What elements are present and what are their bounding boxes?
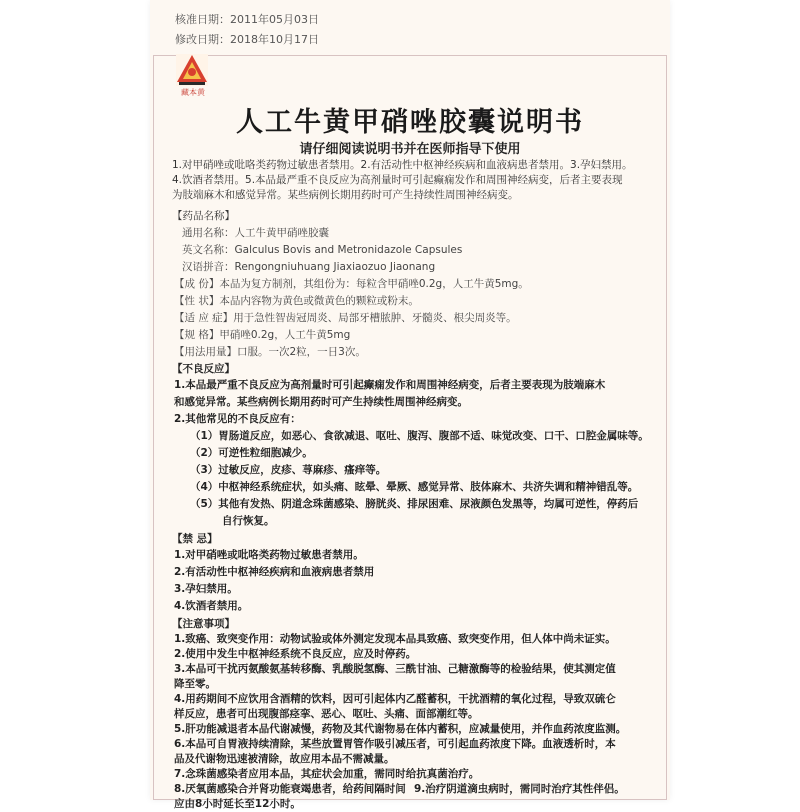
brand-logo-icon [174,52,210,88]
field-label: 【性 状】 [174,295,220,307]
field-value: 用于急性智齿冠周炎、局部牙槽脓肿、牙髓炎、根尖周炎等。 [233,312,517,324]
adverse-line: 自行恢复。 [222,515,275,527]
document-title: 人工牛黄甲硝唑胶囊说明书 [236,107,584,138]
adverse-line: 1.本品最严重不良反应为高剂量时可引起癫痫发作和周围神经病变，后者主要表现为肢端麻木 [174,379,606,391]
adverse-line: 和感觉异常。某些病例长期用药时可产生持续性周围神经病变。 [174,396,468,408]
field-indications [174,310,659,325]
notes-line: 6.本品可自胃液持续清除，某些放置胃管作吸引减压者，可引起血药浓度下降。血液透析时，本 [174,738,616,750]
warning-box [172,158,657,203]
notes-line: 样反应，患者可出现腹部痉挛、恶心、呕吐、头痛、面部潮红等。 [174,708,479,720]
adverse-line: （5）其他有发热、阴道念珠菌感染、膀胱炎、排尿困难、尿液颜色发黑等，均属可逆性，停药后 [190,498,639,510]
common-name: 通用名称：人工牛黄甲硝唑胶囊 [182,227,329,239]
contra-line: 4.饮酒者禁用。 [174,600,249,612]
field-value: 口服。一次2粒，一日3次。 [237,346,366,358]
field-label: 【成 份】 [174,278,220,290]
adverse-line: （4）中枢神经系统症状，如头痛、眩晕、晕厥、感觉异常、肢体麻木、共济失调和精神错乱等。 [190,481,639,493]
contra-line: 3.孕妇禁用。 [174,583,238,595]
field-label: 【规 格】 [174,329,220,341]
field-label: 【用法用量】 [174,346,237,358]
notes-line: 5.肝功能减退者本品代谢减慢，药物及其代谢物易在体内蓄积，应减量使用，并作血药浓度监测。 [174,723,627,735]
english-name: 英文名称：Galculus Bovis and Metronidazole Capsules [182,244,463,256]
field-dosage [174,344,659,359]
section-header-drug-name: 【药品名称】 [172,210,235,222]
notes-line: 4.用药期间不应饮用含酒精的饮料，因可引起体内乙醛蓄积，干扰酒精的氧化过程，导致双硫仑 [174,693,616,705]
document-subtitle: 请仔细阅读说明书并在医师指导下使用 [299,142,521,157]
warning-line: 4.饮酒者禁用。5.本品最严重不良反应为高剂量时可引起癫痫发作和周围神经病变，后者主要表现 [172,174,623,186]
field-specification [174,327,659,342]
section-header-notes: 【注意事项】 [172,618,235,630]
field-value: 本品为复方制剂，其组份为：每粒含甲硝唑0.2g，人工牛黄5mg。 [219,278,529,290]
contra-line: 1.对甲硝唑或吡咯类药物过敏患者禁用。 [174,549,364,561]
adverse-line: （1）胃肠道反应，如恶心、食欲减退、呕吐、腹泻、腹部不适、味觉改变、口干、口腔金属味等。 [190,430,649,442]
field-value: 本品内容物为黄色或微黄色的颗粒或粉末。 [219,295,419,307]
warning-line: 1.对甲硝唑或吡咯类药物过敏患者禁用。2.有活动性中枢神经疾病和血液病患者禁用。3.孕妇禁用。 [172,159,633,171]
notes-line: 7.念珠菌感染者应用本品，其症状会加重，需同时给抗真菌治疗。 [174,768,480,780]
adverse-line: （3）过敏反应，皮疹、荨麻疹、瘙痒等。 [190,464,387,476]
revision-date: 修改日期：2018年10月17日 [175,33,319,46]
adverse-line: 2.其他常见的不良反应有： [174,413,301,425]
contra-line: 2.有活动性中枢神经疾病和血液病患者禁用 [174,566,375,578]
field-ingredients [174,276,659,291]
field-label: 【适 应 症】 [174,312,234,324]
brand-logo-text: 藏本黄 [181,88,205,97]
field-description [174,293,659,308]
notes-line: 9.治疗阴道滴虫病时，需同时治疗其性伴侣。 [414,783,625,795]
field-value: 甲硝唑0.2g，人工牛黄5mg [219,329,351,341]
notes-line: 8.厌氧菌感染合并肾功能衰竭患者，给药间隔时间应由8小时延长至12小时。 [174,783,406,810]
notes-line: 3.本品可干扰丙氨酸氨基转移酶、乳酸脱氢酶、三酰甘油、己糖激酶等的检验结果，使其测定值 [174,663,616,675]
notes-line: 2.使用中发生中枢神经系统不良反应，应及时停药。 [174,648,417,660]
notes-line: 品及代谢物迅速被清除，故应用本品不需减量。 [174,753,395,765]
adverse-line: （2）可逆性粒细胞减少。 [190,447,313,459]
warning-line: 为肢端麻木和感觉异常。某些病例长期用药时可产生持续性周围神经病变。 [172,189,519,201]
approval-date: 核准日期：2011年05月03日 [175,13,319,26]
notes-line: 降至零。 [174,678,216,690]
notes-line: 1.致癌、致突变作用：动物试验或体外测定发现本品具致癌、致突变作用，但人体中尚未证实。 [174,633,616,645]
pinyin-name: 汉语拼音：Rengongniuhuang Jiaxiaozuo Jiaonang [182,261,436,273]
section-header-contra: 【禁 忌】 [172,533,218,545]
section-header-adverse: 【不良反应】 [172,363,235,375]
